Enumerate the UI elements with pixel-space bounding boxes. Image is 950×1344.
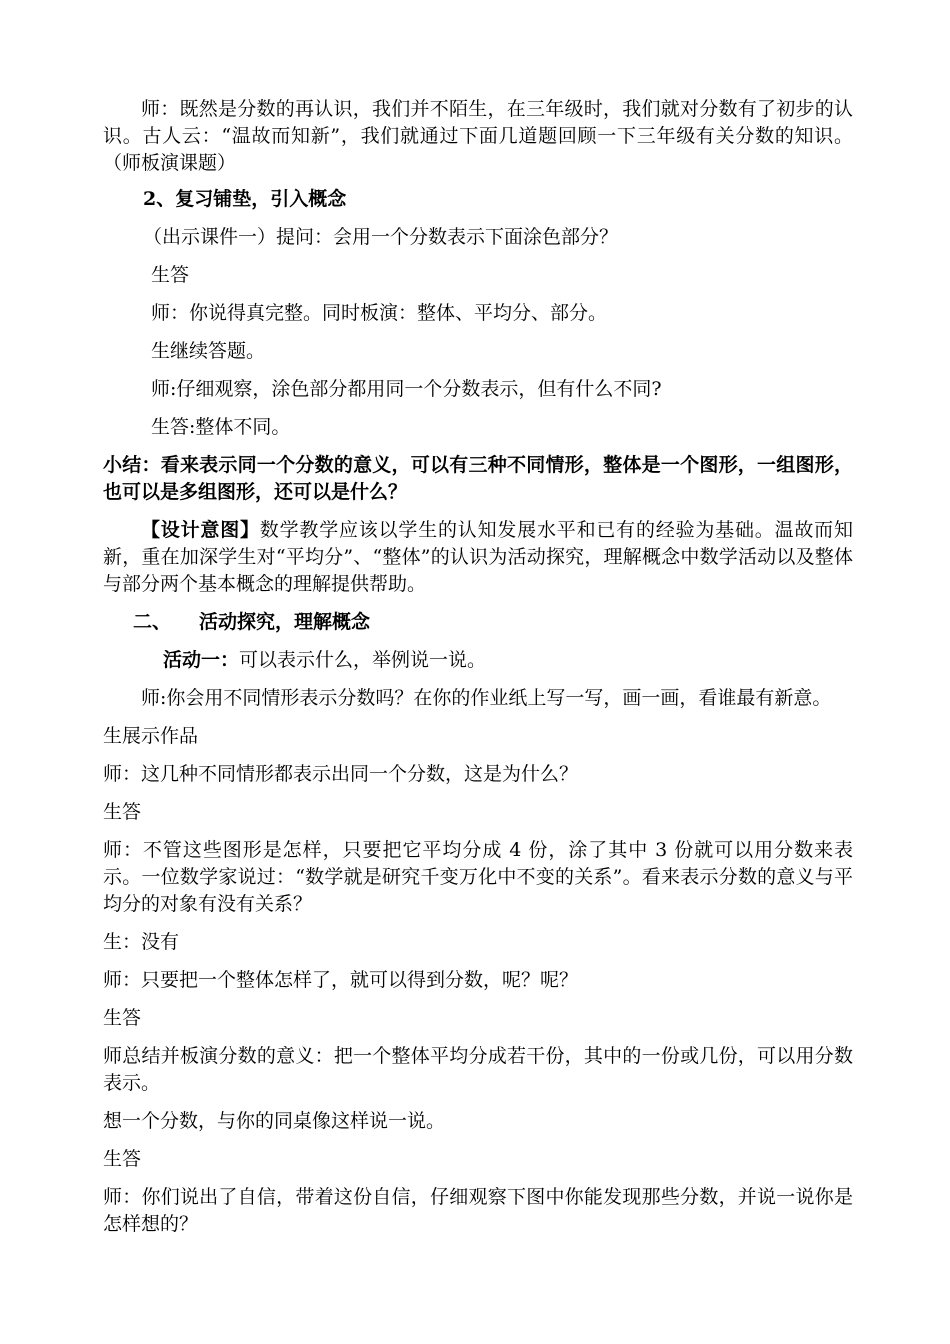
paragraph-teacher-observe: 师:仔细观察，涂色部分都用同一个分数表示，但有什么不同?	[151, 378, 662, 400]
paragraph-student-answer-2: 生答	[103, 801, 142, 823]
paragraph-student-answer-3: 生答	[103, 1007, 142, 1029]
paragraph-think-fraction: 想一个分数，与你的同桌像这样说一说。	[103, 1110, 446, 1132]
paragraph-teacher-praise: 师：你说得真完整。同时板演：整体、平均分、部分。	[151, 302, 608, 324]
paragraph-teacher-different-forms: 师:你会用不同情形表示分数吗？在你的作业纸上写一写，画一画，看谁最有新意。	[141, 687, 832, 709]
section-two-number: 二、	[133, 611, 172, 633]
paragraph-teacher-intro: 师：既然是分数的再认识，我们并不陌生，在三年级时，我们就对分数有了初步的认识。古人云：“温故而知新”，我们就通过下面几道题回顾一下三年级有关分数的知识。（师板演课题）	[103, 98, 853, 174]
activity-one-label: 活动一：	[163, 649, 240, 671]
activity-one-text: 可以表示什么，举例说一说。	[239, 649, 487, 671]
heading-section-two	[103, 609, 853, 636]
section-two-title: 活动探究，理解概念	[199, 611, 371, 633]
design-intent-text: 数学教学应该以学生的认知发展水平和已有的经验为基础。温故而知新，重在加深学生对“平均分”、“整体”的认识为活动探究，理解概念中数学活动以及整体与部分两个基本概念的理解提供帮助。	[103, 519, 853, 595]
paragraph-summary: 小结：看来表示同一个分数的意义，可以有三种不同情形，整体是一个图形，一组图形，也可以是多组图形，还可以是什么？	[103, 454, 853, 503]
paragraph-student-show-work: 生展示作品	[103, 725, 199, 747]
paragraph-design-intent	[103, 517, 853, 598]
design-intent-label: 【设计意图】	[141, 519, 260, 541]
paragraph-teacher-why: 师：这几种不同情形都表示出同一个分数，这是为什么？	[103, 763, 579, 785]
paragraph-student-no: 生：没有	[103, 931, 180, 953]
paragraph-student-whole: 生答:整体不同。	[151, 416, 291, 438]
paragraph-student-answer: 生答	[151, 264, 190, 286]
paragraph-teacher-confidence: 师：你们说出了自信，带着这份自信，仔细观察下图中你能发现那些分数，并说一说你是怎样想的？	[103, 1186, 853, 1235]
paragraph-teacher-whole: 师：只要把一个整体怎样了，就可以得到分数，呢？呢？	[103, 969, 579, 991]
paragraph-student-answer-4: 生答	[103, 1148, 142, 1170]
paragraph-activity-one	[103, 647, 853, 674]
document-page	[103, 96, 853, 1238]
paragraph-teacher-explain: 师：不管这些图形是怎样，只要把它平均分成 4 份，涂了其中 3 份就可以用分数来表示。一位数学家说过：“数学就是研究千变万化中不变的关系”。看来表示分数的意义与平均分的对象有没有关系？	[103, 839, 853, 915]
paragraph-courseware: （出示课件一）提问：会用一个分数表示下面涂色部分？	[143, 226, 619, 248]
heading-review: 2、复习铺垫，引入概念	[143, 188, 347, 210]
paragraph-teacher-definition: 师总结并板演分数的意义：把一个整体平均分成若干份，其中的一份或几份，可以用分数表示。	[103, 1045, 853, 1094]
paragraph-student-continue: 生继续答题。	[151, 340, 266, 362]
